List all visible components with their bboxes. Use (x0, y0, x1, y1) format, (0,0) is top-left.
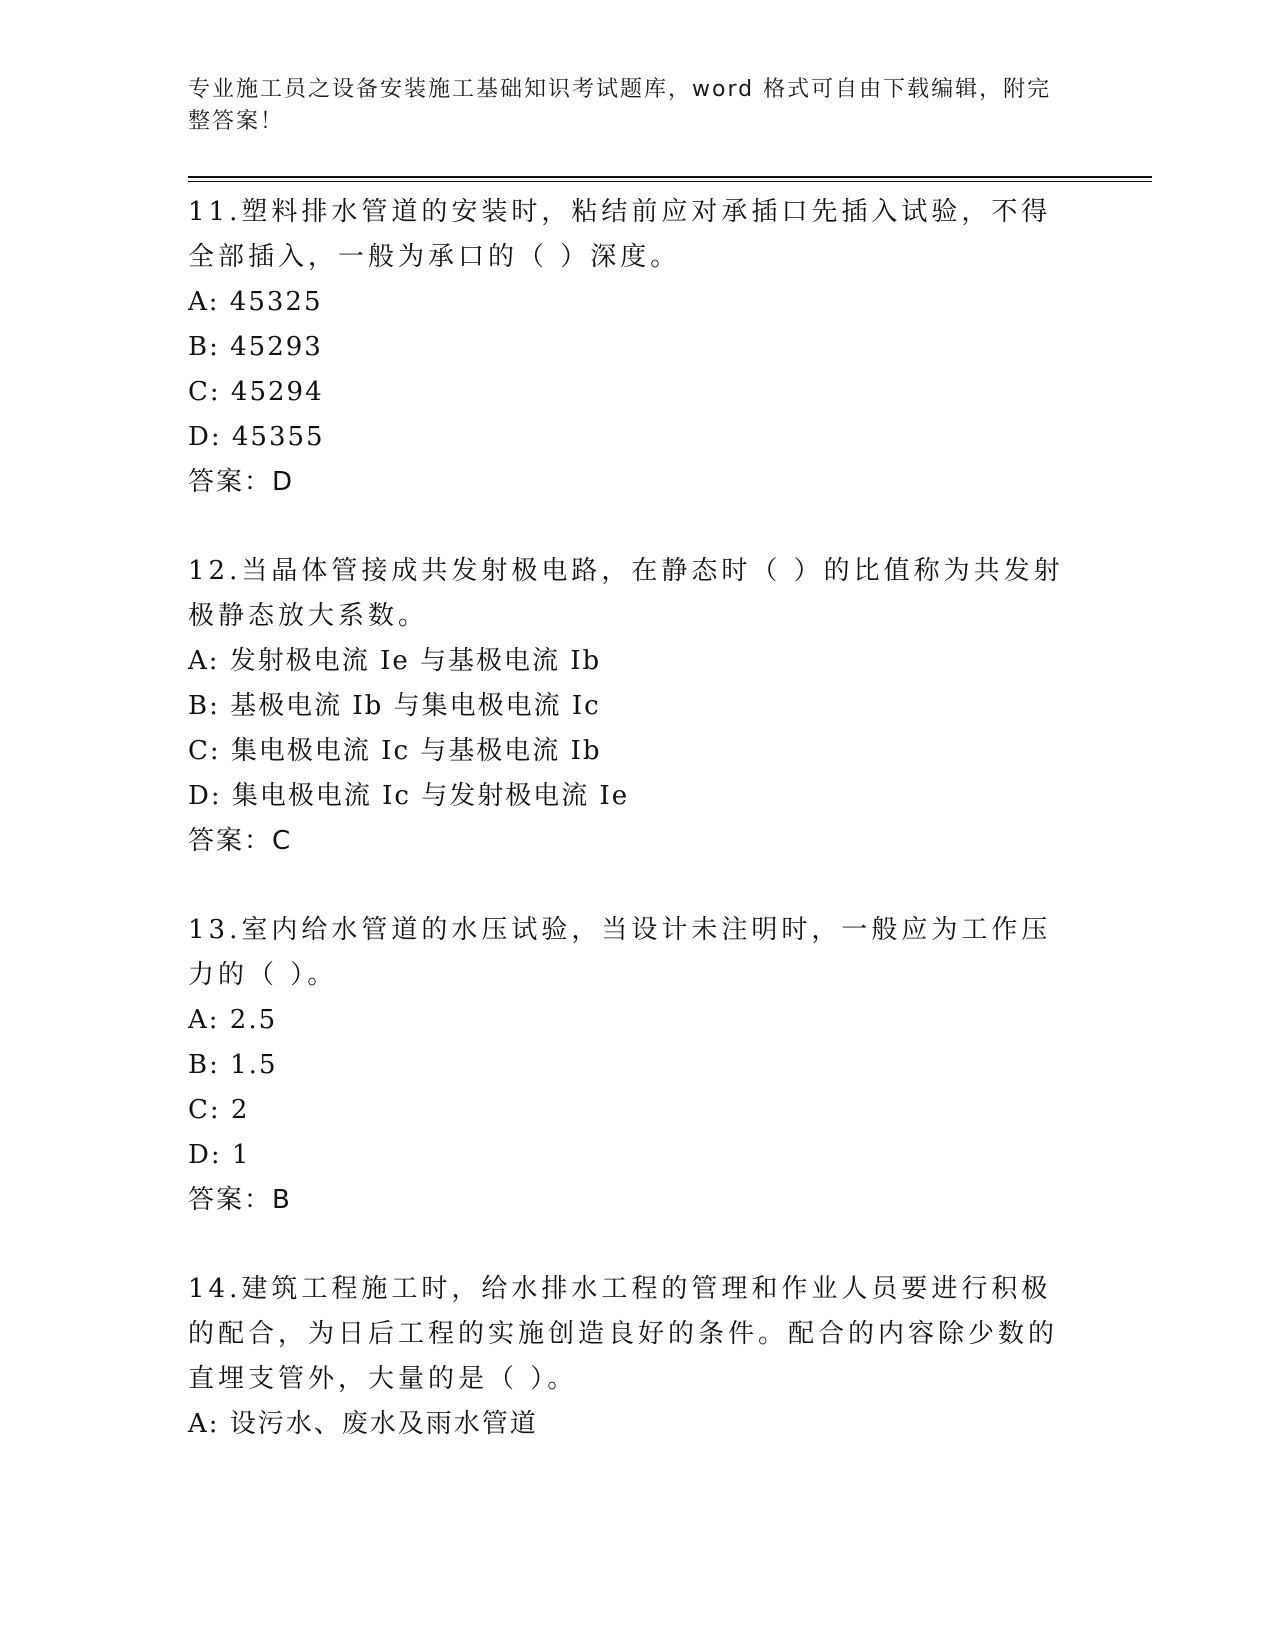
option-d: D: 1 (188, 1140, 251, 1170)
option-b: B: 基极电流 Ib 与集电极电流 Ic (188, 691, 601, 721)
option-c: C: 2 (188, 1095, 250, 1125)
question-14 (188, 1267, 1078, 1447)
question-stem: 14.建筑工程施工时，给水排水工程的管理和作业人员要进行积极的配合，为日后工程的实施创造良好的条件。配合的内容除少数的直埋支管外，大量的是（ ）。 (188, 1274, 1059, 1394)
question-stem: 13.室内给水管道的水压试验，当设计未注明时，一般应为工作压力的（ ）。 (188, 915, 1052, 990)
question-13 (188, 908, 1078, 1223)
option-a: A: 2.5 (188, 1005, 278, 1035)
option-b: B: 45293 (188, 332, 323, 362)
question-stem: 12.当晶体管接成共发射极电路，在静态时（ ）的比值称为共发射极静态放大系数。 (188, 556, 1064, 631)
option-c: C: 45294 (188, 377, 324, 407)
answer-line: 答案：D (188, 467, 295, 497)
option-a: A: 发射极电流 Ie 与基极电流 Ib (188, 646, 602, 676)
option-c: C: 集电极电流 Ic 与基极电流 Ib (188, 736, 602, 766)
option-b: B: 1.5 (188, 1050, 278, 1080)
header-divider-thin (188, 181, 1152, 182)
question-11 (188, 190, 1078, 505)
answer-line: 答案：B (188, 1185, 292, 1215)
document-header (188, 74, 1068, 138)
option-a: A: 45325 (188, 287, 323, 317)
option-d: D: 45355 (188, 422, 325, 452)
answer-line: 答案：C (188, 826, 293, 856)
question-list (188, 190, 1078, 1491)
question-stem: 11.塑料排水管道的安装时，粘结前应对承插口先插入试验，不得全部插入，一般为承口的（ ）深度。 (188, 197, 1052, 272)
option-d: D: 集电极电流 Ic 与发射极电流 Ie (188, 781, 630, 811)
header-divider-thick (188, 176, 1152, 178)
question-12 (188, 549, 1078, 864)
option-a: A: 设污水、废水及雨水管道 (188, 1409, 538, 1439)
header-title: 专业施工员之设备安装施工基础知识考试题库，word 格式可自由下载编辑，附完整答案！ (188, 77, 1052, 134)
